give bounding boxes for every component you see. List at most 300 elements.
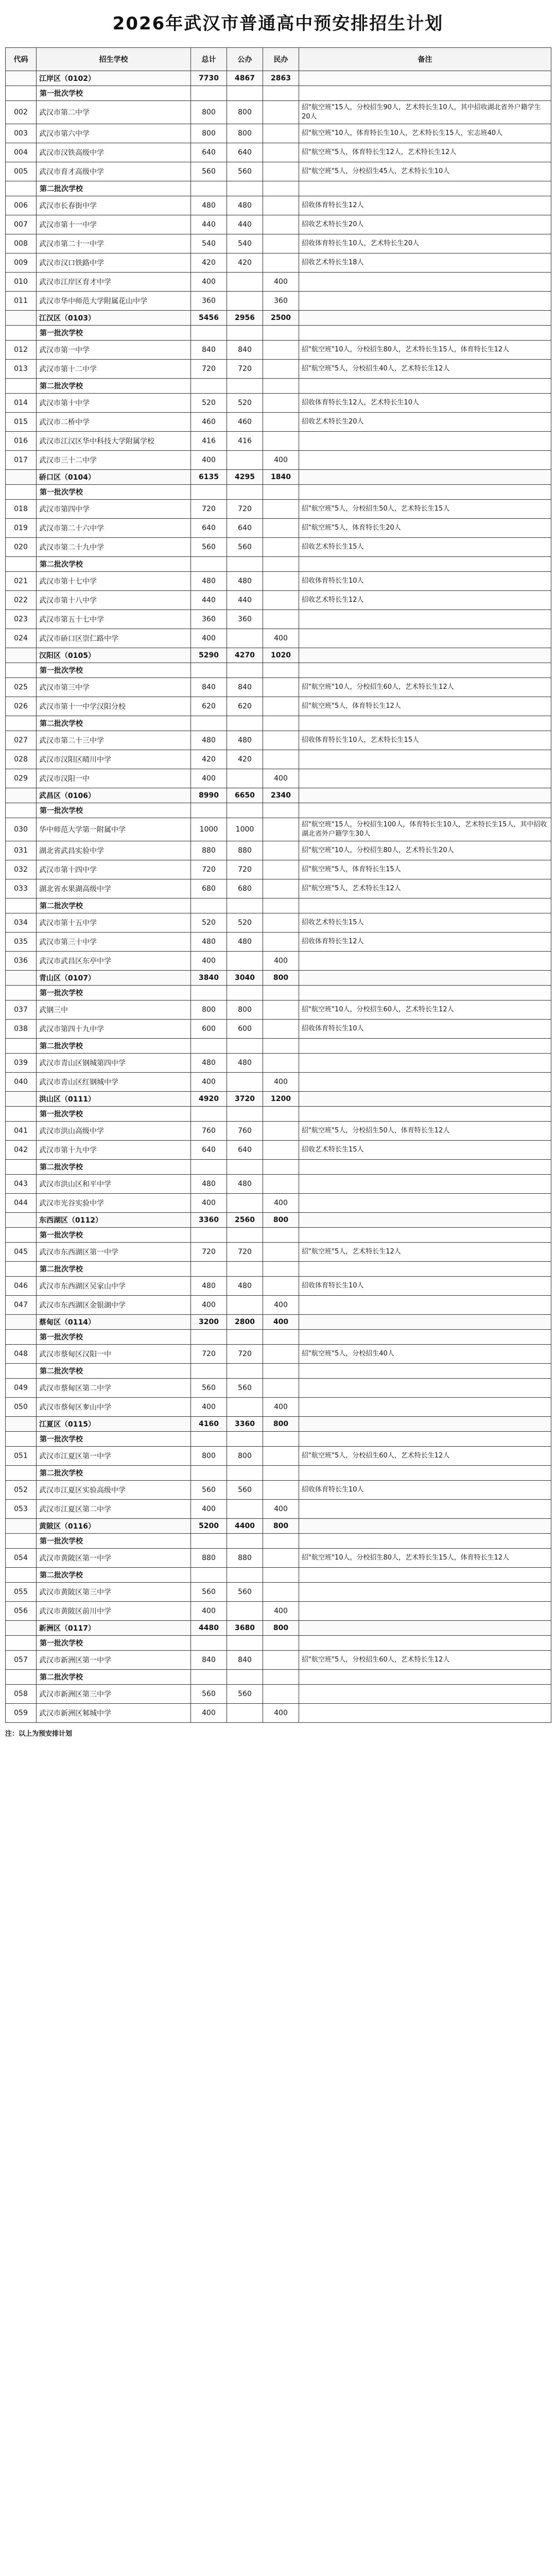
- cell-private: [263, 1568, 299, 1583]
- cell-private: [263, 1107, 299, 1122]
- cell-school: 华中师范大学第一附属中学: [37, 818, 191, 841]
- cell-total: 840: [191, 678, 227, 697]
- cell-total: 4920: [191, 1092, 227, 1107]
- cell-school: 武汉市汉铁高级中学: [37, 143, 191, 162]
- cell-public: 560: [227, 1379, 263, 1398]
- cell-code: 005: [6, 162, 37, 181]
- cell-public: 560: [227, 162, 263, 181]
- cell-school: 武汉市第二十九中学: [37, 538, 191, 557]
- cell-public: 840: [227, 1651, 263, 1670]
- cell-public: [227, 1704, 263, 1723]
- batch-row: [6, 899, 551, 913]
- cell-code: 024: [6, 629, 37, 648]
- table-row: [6, 697, 551, 716]
- cell-note: 招"航空班"5人，体育特长生12人: [299, 697, 551, 716]
- cell-private: [263, 1228, 299, 1243]
- cell-public: [227, 769, 263, 788]
- cell-private: 400: [263, 1500, 299, 1519]
- cell-note: [299, 952, 551, 971]
- cell-total: 460: [191, 413, 227, 432]
- cell-total: 720: [191, 360, 227, 379]
- cell-school: 武汉市第六中学: [37, 124, 191, 143]
- cell-private: [263, 1432, 299, 1447]
- cell-public: [227, 1194, 263, 1213]
- cell-private: [263, 879, 299, 899]
- cell-school: 武汉市江汉区华中科技大学附属学校: [37, 432, 191, 451]
- cell-public: 3680: [227, 1621, 263, 1636]
- cell-public: [227, 451, 263, 470]
- cell-public: 4270: [227, 648, 263, 663]
- district-row: [6, 71, 551, 86]
- table-row: [6, 591, 551, 610]
- cell-private: [263, 101, 299, 124]
- cell-total: [191, 1670, 227, 1685]
- cell-private: [263, 162, 299, 181]
- cell-code: [6, 1107, 37, 1122]
- cell-private: 2500: [263, 311, 299, 326]
- cell-note: 招收艺术特长生15人: [299, 538, 551, 557]
- table-row: [6, 769, 551, 788]
- cell-total: 620: [191, 697, 227, 716]
- cell-public: 840: [227, 678, 263, 697]
- cell-note: [299, 1685, 551, 1704]
- cell-school: 第一批次学校: [37, 485, 191, 500]
- cell-public: [227, 899, 263, 913]
- cell-private: [263, 196, 299, 215]
- cell-private: [263, 1039, 299, 1054]
- cell-public: 420: [227, 750, 263, 769]
- table-row: [6, 610, 551, 629]
- cell-code: 057: [6, 1651, 37, 1670]
- cell-total: 720: [191, 500, 227, 519]
- cell-private: [263, 1651, 299, 1670]
- cell-private: [263, 485, 299, 500]
- table-row: [6, 841, 551, 860]
- cell-code: 047: [6, 1296, 37, 1315]
- table-row: [6, 1122, 551, 1141]
- cell-total: 840: [191, 1651, 227, 1670]
- cell-school: 汉阳区（0105）: [37, 648, 191, 663]
- cell-school: 第一批次学校: [37, 86, 191, 101]
- cell-public: [227, 629, 263, 648]
- cell-note: [299, 1364, 551, 1379]
- cell-code: [6, 1417, 37, 1432]
- table-row: [6, 731, 551, 750]
- cell-code: 036: [6, 952, 37, 971]
- cell-private: [263, 181, 299, 196]
- cell-public: 840: [227, 341, 263, 360]
- cell-total: 360: [191, 610, 227, 629]
- cell-private: [263, 716, 299, 731]
- cell-school: 武汉市育才高级中学: [37, 162, 191, 181]
- cell-private: [263, 143, 299, 162]
- district-row: [6, 311, 551, 326]
- cell-note: [299, 986, 551, 1001]
- cell-public: [227, 1262, 263, 1277]
- cell-note: [299, 1621, 551, 1636]
- cell-total: 720: [191, 1345, 227, 1364]
- table-row: [6, 1447, 551, 1466]
- cell-school: 武汉市第十一中学汉阳分校: [37, 697, 191, 716]
- cell-school: 武汉市黄陂区第一中学: [37, 1549, 191, 1568]
- cell-school: 武汉市第二十一中学: [37, 234, 191, 253]
- cell-school: 武钢三中: [37, 1001, 191, 1020]
- cell-private: 2340: [263, 788, 299, 803]
- cell-note: [299, 788, 551, 803]
- cell-school: 武汉市汉口铁路中学: [37, 253, 191, 273]
- cell-school: 武汉市第三十中学: [37, 933, 191, 952]
- table-row: [6, 572, 551, 591]
- table-row: [6, 162, 551, 181]
- cell-total: [191, 1330, 227, 1345]
- cell-total: [191, 1568, 227, 1583]
- batch-row: [6, 1160, 551, 1175]
- cell-school: 武汉市黄陂区第三中学: [37, 1583, 191, 1602]
- batch-row: [6, 1432, 551, 1447]
- cell-total: 480: [191, 731, 227, 750]
- cell-code: [6, 648, 37, 663]
- cell-school: 武汉市第二十六中学: [37, 519, 191, 538]
- cell-public: [227, 1228, 263, 1243]
- cell-total: 416: [191, 432, 227, 451]
- cell-private: [263, 394, 299, 413]
- cell-note: [299, 326, 551, 341]
- cell-school: 武汉市青山区红钢城中学: [37, 1073, 191, 1092]
- cell-school: 江汉区（0103）: [37, 311, 191, 326]
- table-row: [6, 1296, 551, 1315]
- cell-school: 武汉市第十七中学: [37, 572, 191, 591]
- cell-total: 400: [191, 1398, 227, 1417]
- table-row: [6, 1379, 551, 1398]
- cell-private: 800: [263, 1621, 299, 1636]
- cell-code: [6, 1432, 37, 1447]
- cell-code: [6, 1364, 37, 1379]
- cell-code: 006: [6, 196, 37, 215]
- cell-public: 440: [227, 215, 263, 234]
- cell-school: 武汉市新洲区邾城中学: [37, 1704, 191, 1723]
- cell-code: 009: [6, 253, 37, 273]
- cell-public: 640: [227, 143, 263, 162]
- cell-private: 400: [263, 273, 299, 292]
- district-row: [6, 1092, 551, 1107]
- cell-note: [299, 71, 551, 86]
- cell-public: [227, 1330, 263, 1345]
- cell-private: 800: [263, 971, 299, 986]
- cell-public: 480: [227, 572, 263, 591]
- table-row: [6, 519, 551, 538]
- table-row: [6, 451, 551, 470]
- cell-school: 武汉市青山区钢城第四中学: [37, 1054, 191, 1073]
- table-row: [6, 879, 551, 899]
- enrollment-plan-table: [5, 47, 551, 1723]
- district-row: [6, 971, 551, 986]
- cell-code: [6, 1519, 37, 1534]
- cell-code: 028: [6, 750, 37, 769]
- cell-private: [263, 1262, 299, 1277]
- cell-private: [263, 591, 299, 610]
- cell-note: [299, 451, 551, 470]
- cell-private: [263, 413, 299, 432]
- cell-note: [299, 1194, 551, 1213]
- cell-code: 046: [6, 1277, 37, 1296]
- cell-note: [299, 1054, 551, 1073]
- cell-note: [299, 1704, 551, 1723]
- header-code: 代码: [6, 48, 37, 71]
- cell-public: 480: [227, 1175, 263, 1194]
- cell-note: [299, 432, 551, 451]
- cell-public: 2800: [227, 1315, 263, 1330]
- cell-total: 5456: [191, 311, 227, 326]
- cell-public: 480: [227, 1277, 263, 1296]
- cell-public: [227, 326, 263, 341]
- cell-school: 新洲区（0117）: [37, 1621, 191, 1636]
- cell-public: 620: [227, 697, 263, 716]
- cell-public: [227, 952, 263, 971]
- cell-code: 012: [6, 341, 37, 360]
- cell-public: 480: [227, 1054, 263, 1073]
- cell-total: 520: [191, 394, 227, 413]
- cell-school: 第一批次学校: [37, 326, 191, 341]
- cell-code: 008: [6, 234, 37, 253]
- cell-school: 第二批次学校: [37, 1160, 191, 1175]
- cell-public: 520: [227, 913, 263, 933]
- cell-code: [6, 181, 37, 196]
- cell-code: 054: [6, 1549, 37, 1568]
- cell-code: [6, 1568, 37, 1583]
- cell-public: 720: [227, 500, 263, 519]
- cell-note: 招"航空班"10人，分校招生60人，艺术特长生12人: [299, 1001, 551, 1020]
- cell-public: 560: [227, 1685, 263, 1704]
- cell-total: 720: [191, 1243, 227, 1262]
- cell-private: [263, 1364, 299, 1379]
- cell-total: 560: [191, 1379, 227, 1398]
- cell-private: [263, 557, 299, 572]
- cell-note: 招收艺术特长生18人: [299, 253, 551, 273]
- cell-school: 第一批次学校: [37, 1228, 191, 1243]
- cell-code: 019: [6, 519, 37, 538]
- cell-total: [191, 986, 227, 1001]
- cell-code: [6, 899, 37, 913]
- cell-note: 招"航空班"10人，分校招生80人，艺术特长生20人: [299, 841, 551, 860]
- cell-private: [263, 731, 299, 750]
- cell-total: [191, 1636, 227, 1651]
- table-row: [6, 818, 551, 841]
- cell-public: [227, 1107, 263, 1122]
- cell-private: [263, 500, 299, 519]
- cell-private: 400: [263, 1602, 299, 1621]
- batch-row: [6, 1636, 551, 1651]
- cell-code: 037: [6, 1001, 37, 1020]
- cell-private: 400: [263, 1194, 299, 1213]
- cell-public: 440: [227, 591, 263, 610]
- cell-total: 420: [191, 253, 227, 273]
- cell-school: 武汉市江岸区育才中学: [37, 273, 191, 292]
- cell-code: 004: [6, 143, 37, 162]
- cell-total: 3360: [191, 1213, 227, 1228]
- cell-private: [263, 124, 299, 143]
- cell-code: 017: [6, 451, 37, 470]
- cell-note: 招"航空班"10人，分校招生80人，艺术特长生15人，体育特长生12人: [299, 341, 551, 360]
- cell-public: 560: [227, 1583, 263, 1602]
- table-body: [6, 71, 551, 1723]
- cell-private: [263, 1243, 299, 1262]
- cell-note: [299, 971, 551, 986]
- cell-code: 016: [6, 432, 37, 451]
- cell-public: 720: [227, 1345, 263, 1364]
- batch-row: [6, 1262, 551, 1277]
- cell-note: 招收艺术特长生12人: [299, 591, 551, 610]
- cell-code: 059: [6, 1704, 37, 1723]
- cell-total: 800: [191, 1001, 227, 1020]
- cell-school: 武汉市黄陂区前川中学: [37, 1602, 191, 1621]
- cell-public: 3360: [227, 1417, 263, 1432]
- cell-school: 第一批次学校: [37, 1636, 191, 1651]
- cell-private: [263, 803, 299, 818]
- cell-total: [191, 716, 227, 731]
- table-row: [6, 1054, 551, 1073]
- cell-public: 560: [227, 538, 263, 557]
- cell-school: 武汉市第三中学: [37, 678, 191, 697]
- cell-total: 720: [191, 860, 227, 879]
- batch-row: [6, 86, 551, 101]
- cell-private: [263, 986, 299, 1001]
- batch-row: [6, 986, 551, 1001]
- cell-note: 招"航空班"5人，艺术特长生12人: [299, 1243, 551, 1262]
- cell-total: [191, 485, 227, 500]
- table-row: [6, 1500, 551, 1519]
- cell-note: 招收艺术特长生15人: [299, 1141, 551, 1160]
- cell-public: [227, 1039, 263, 1054]
- cell-public: 3040: [227, 971, 263, 986]
- cell-private: [263, 1636, 299, 1651]
- cell-school: 第二批次学校: [37, 1568, 191, 1583]
- cell-note: 招收体育特长生12人，艺术特长生10人: [299, 394, 551, 413]
- cell-public: [227, 1364, 263, 1379]
- cell-code: [6, 1315, 37, 1330]
- cell-school: 第二批次学校: [37, 899, 191, 913]
- table-row: [6, 341, 551, 360]
- cell-code: [6, 485, 37, 500]
- cell-private: 400: [263, 1296, 299, 1315]
- batch-row: [6, 1107, 551, 1122]
- cell-note: [299, 663, 551, 678]
- cell-public: [227, 803, 263, 818]
- cell-note: [299, 1330, 551, 1345]
- cell-note: 招"航空班"5人，分校招生40人: [299, 1345, 551, 1364]
- batch-row: [6, 181, 551, 196]
- cell-code: 048: [6, 1345, 37, 1364]
- cell-note: 招"航空班"5人，体育特长生15人: [299, 860, 551, 879]
- cell-public: [227, 1466, 263, 1481]
- cell-total: 6135: [191, 470, 227, 485]
- cell-school: 武汉市东西湖区吴家山中学: [37, 1277, 191, 1296]
- cell-school: 洪山区（0111）: [37, 1092, 191, 1107]
- cell-total: 880: [191, 1549, 227, 1568]
- header-school: 招生学校: [37, 48, 191, 71]
- cell-public: 600: [227, 1020, 263, 1039]
- cell-public: 480: [227, 196, 263, 215]
- cell-code: [6, 1228, 37, 1243]
- cell-private: [263, 86, 299, 101]
- cell-private: [263, 1583, 299, 1602]
- cell-note: 招收艺术特长生15人: [299, 913, 551, 933]
- cell-private: [263, 538, 299, 557]
- batch-row: [6, 1466, 551, 1481]
- cell-note: [299, 86, 551, 101]
- cell-private: [263, 1345, 299, 1364]
- cell-total: 5290: [191, 648, 227, 663]
- table-row: [6, 1704, 551, 1723]
- cell-private: [263, 1379, 299, 1398]
- cell-note: [299, 769, 551, 788]
- cell-school: 第一批次学校: [37, 663, 191, 678]
- cell-code: [6, 1039, 37, 1054]
- cell-total: 4480: [191, 1621, 227, 1636]
- cell-school: 武汉市武昌区东亭中学: [37, 952, 191, 971]
- cell-school: 第一批次学校: [37, 986, 191, 1001]
- batch-row: [6, 379, 551, 394]
- cell-total: 400: [191, 1704, 227, 1723]
- cell-school: 武汉市洪山区和平中学: [37, 1175, 191, 1194]
- cell-code: 052: [6, 1481, 37, 1500]
- cell-public: 760: [227, 1122, 263, 1141]
- cell-total: [191, 899, 227, 913]
- cell-code: [6, 788, 37, 803]
- cell-private: [263, 341, 299, 360]
- cell-note: 招"航空班"10人，分校招生80人，艺术特长生15人，体育特长生12人: [299, 1549, 551, 1568]
- cell-total: 480: [191, 1277, 227, 1296]
- cell-school: 武汉市长春街中学: [37, 196, 191, 215]
- cell-total: 520: [191, 913, 227, 933]
- cell-note: [299, 1636, 551, 1651]
- cell-school: 武汉市第十八中学: [37, 591, 191, 610]
- cell-public: 1000: [227, 818, 263, 841]
- cell-note: [299, 557, 551, 572]
- header-public: 公办: [227, 48, 263, 71]
- batch-row: [6, 1568, 551, 1583]
- cell-private: 400: [263, 1398, 299, 1417]
- table-row: [6, 1277, 551, 1296]
- cell-private: [263, 933, 299, 952]
- cell-total: 560: [191, 1685, 227, 1704]
- cell-code: 049: [6, 1379, 37, 1398]
- table-row: [6, 1141, 551, 1160]
- cell-total: [191, 663, 227, 678]
- cell-code: 040: [6, 1073, 37, 1092]
- cell-note: [299, 292, 551, 311]
- table-row: [6, 1001, 551, 1020]
- batch-row: [6, 1534, 551, 1549]
- table-row: [6, 1020, 551, 1039]
- cell-note: [299, 470, 551, 485]
- table-row: [6, 413, 551, 432]
- district-row: [6, 648, 551, 663]
- cell-code: 025: [6, 678, 37, 697]
- cell-code: 042: [6, 1141, 37, 1160]
- cell-code: [6, 311, 37, 326]
- cell-note: [299, 1107, 551, 1122]
- cell-total: 7730: [191, 71, 227, 86]
- table-row: [6, 1583, 551, 1602]
- cell-total: [191, 1262, 227, 1277]
- cell-total: 4160: [191, 1417, 227, 1432]
- cell-school: 第二批次学校: [37, 1039, 191, 1054]
- cell-school: 武汉市蔡甸区汉阳一中: [37, 1345, 191, 1364]
- district-row: [6, 1519, 551, 1534]
- cell-note: [299, 1160, 551, 1175]
- cell-note: [299, 716, 551, 731]
- cell-public: [227, 1432, 263, 1447]
